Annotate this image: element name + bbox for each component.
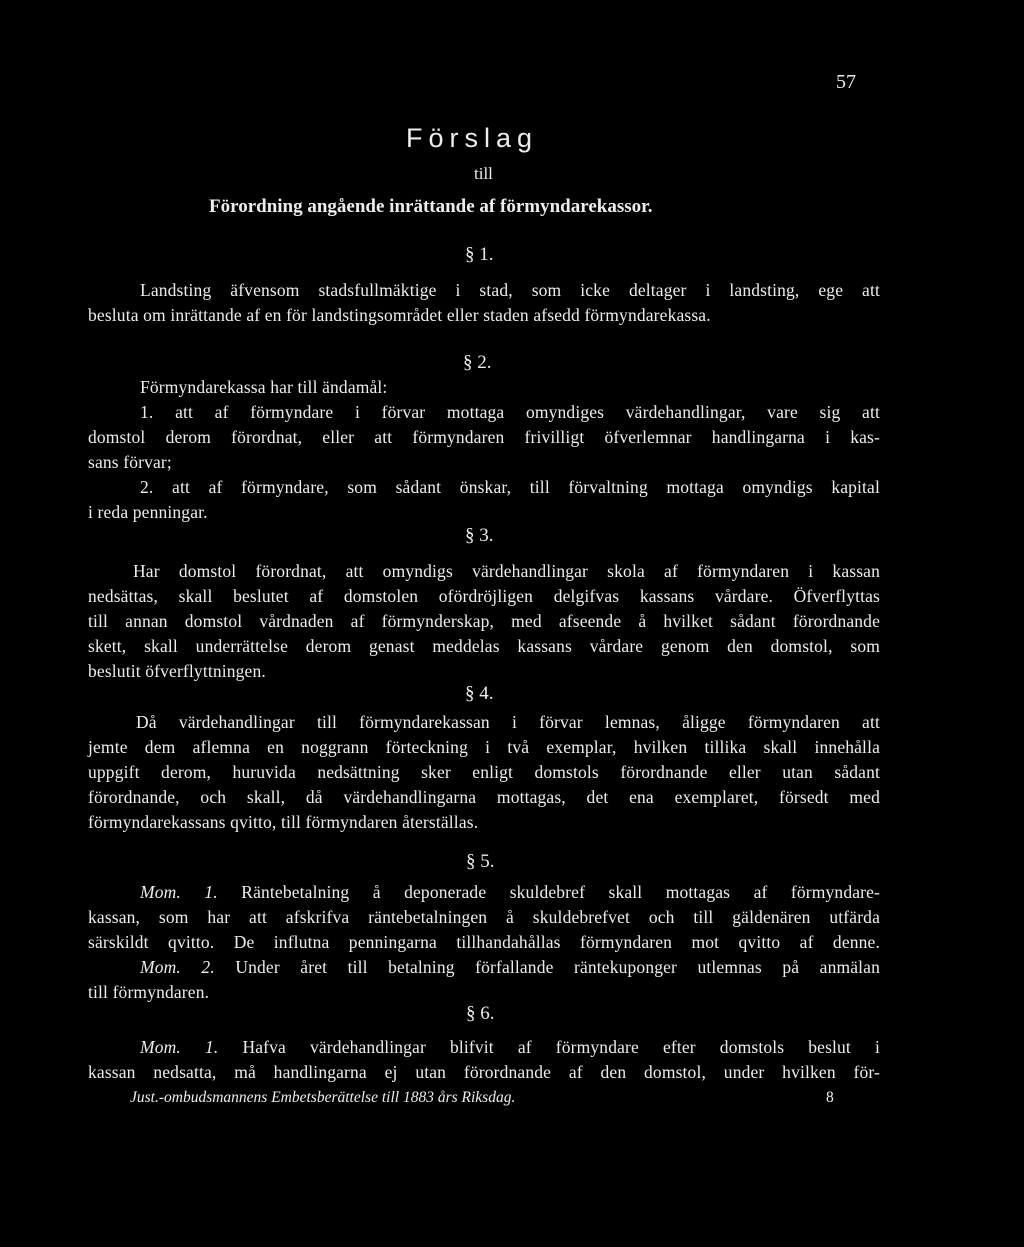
footer-text: Just.-ombudsmannens Embetsberättelse till 1883 års Riksdag. (130, 1089, 516, 1106)
s3-line-1: Har domstol förordnat, att omyndigs värdehandlingar skola af förmyndaren i kassan (133, 561, 880, 581)
s5-mom2-line-2: till förmyndaren. (88, 982, 210, 1002)
s4-line-5: förmyndarekassans qvitto, till förmyndaren återställas. (88, 812, 479, 832)
s1-line-1: Landsting äfvensom stadsfullmäktige i stad, som icke deltager i landsting, ege att (140, 280, 880, 300)
s6-mom1-label: Mom. 1. (140, 1037, 219, 1057)
title-till: till (474, 164, 493, 183)
s5-mom2-line-1 (88, 955, 880, 980)
s2-item1-line-1: 1. att af förmyndare i förvar mottaga omyndiges värdehandlingar, vare sig att (140, 402, 880, 422)
s5-mom1-line-1 (88, 880, 880, 905)
s5-mom1-first: Räntebetalning å deponerade skuldebref skall mottagas af förmyndare- (241, 882, 881, 902)
s5-mom1-line-2: kassan, som har att afskrifva räntebetalningen å skuldebrefvet och till gäldenären utfärda (88, 907, 880, 927)
s5-mom2-label: Mom. 2. (140, 957, 215, 977)
section-4-heading: § 4. (465, 683, 494, 704)
s5-mom1-label: Mom. 1. (140, 882, 218, 902)
section-6-heading: § 6. (466, 1003, 495, 1024)
s6-mom1-line-1 (88, 1035, 880, 1060)
section-3-heading: § 3. (465, 525, 494, 546)
s3-line-4: skett, skall underrättelse derom genast meddelas kassans vårdare genom den domstol, som (88, 636, 880, 656)
section-4-text (88, 710, 880, 835)
footer-signature: 8 (826, 1089, 834, 1106)
s3-line-5: beslutit öfverflyttningen. (88, 661, 266, 681)
s4-line-1: Då värdehandlingar till förmyndarekassan i förvar lemnas, åligge förmyndaren att (136, 712, 880, 732)
s6-mom1-first: Hafva värdehandlingar blifvit af förmyndare efter domstols beslut i (242, 1037, 880, 1057)
s2-item2-line-2: i reda penningar. (88, 502, 208, 522)
section-6-text (88, 1035, 880, 1085)
s4-line-2: jemte dem aflemna en noggrann förteckning i två exemplar, hvilken tillika skall innehålla (88, 737, 880, 757)
section-1-heading: § 1. (465, 244, 494, 265)
subtitle: Förordning angående inrättande af förmyndarekassor. (209, 196, 653, 217)
section-2-text (88, 375, 880, 525)
s2-intro: Förmyndarekassa har till ändamål: (140, 377, 388, 397)
section-5-text (88, 880, 880, 1005)
s2-item1-line-2: domstol derom förordnat, eller att förmyndaren frivilligt öfverlemnar handlingarna i kas- (88, 427, 880, 447)
s6-mom1-line-2: kassan nedsatta, må handlingarna ej utan förordnande af den domstol, under hvilken för- (88, 1062, 880, 1082)
section-5-heading: § 5. (466, 851, 495, 872)
s5-mom1-line-3: särskildt qvitto. De influtna penningarna tillhandahållas förmyndaren mot qvitto af denne. (88, 932, 880, 952)
s5-mom2-first: Under året till betalning förfallande räntekuponger utlemnas på anmälan (235, 957, 880, 977)
s2-item1-line-3: sans förvar; (88, 452, 172, 472)
s3-line-3: till annan domstol vårdnaden af förmynderskap, med afseende å hvilket sådant förordnande (88, 611, 880, 631)
page-number: 57 (836, 71, 856, 93)
s2-item2-line-1: 2. att af förmyndare, som sådant önskar, till förvaltning mottaga omyndigs kapital (140, 477, 880, 497)
section-3-text (88, 559, 880, 684)
s3-line-2: nedsättas, skall beslutet af domstolen ofördröjligen delgifvas kassans vårdare. Öfverflyttas (88, 586, 880, 606)
title: Förslag (406, 123, 539, 153)
s4-line-4: förordnande, och skall, då värdehandlingarna mottagas, det ena exemplaret, försedt med (88, 787, 880, 807)
section-2-heading: § 2. (463, 352, 492, 373)
s4-line-3: uppgift derom, huruvida nedsättning sker enligt domstols förordnande eller utan sådant (88, 762, 880, 782)
s1-line-2: besluta om inrättande af en för landstingsområdet eller staden afsedd förmyndarekassa. (88, 305, 711, 325)
section-1-text (88, 278, 880, 328)
